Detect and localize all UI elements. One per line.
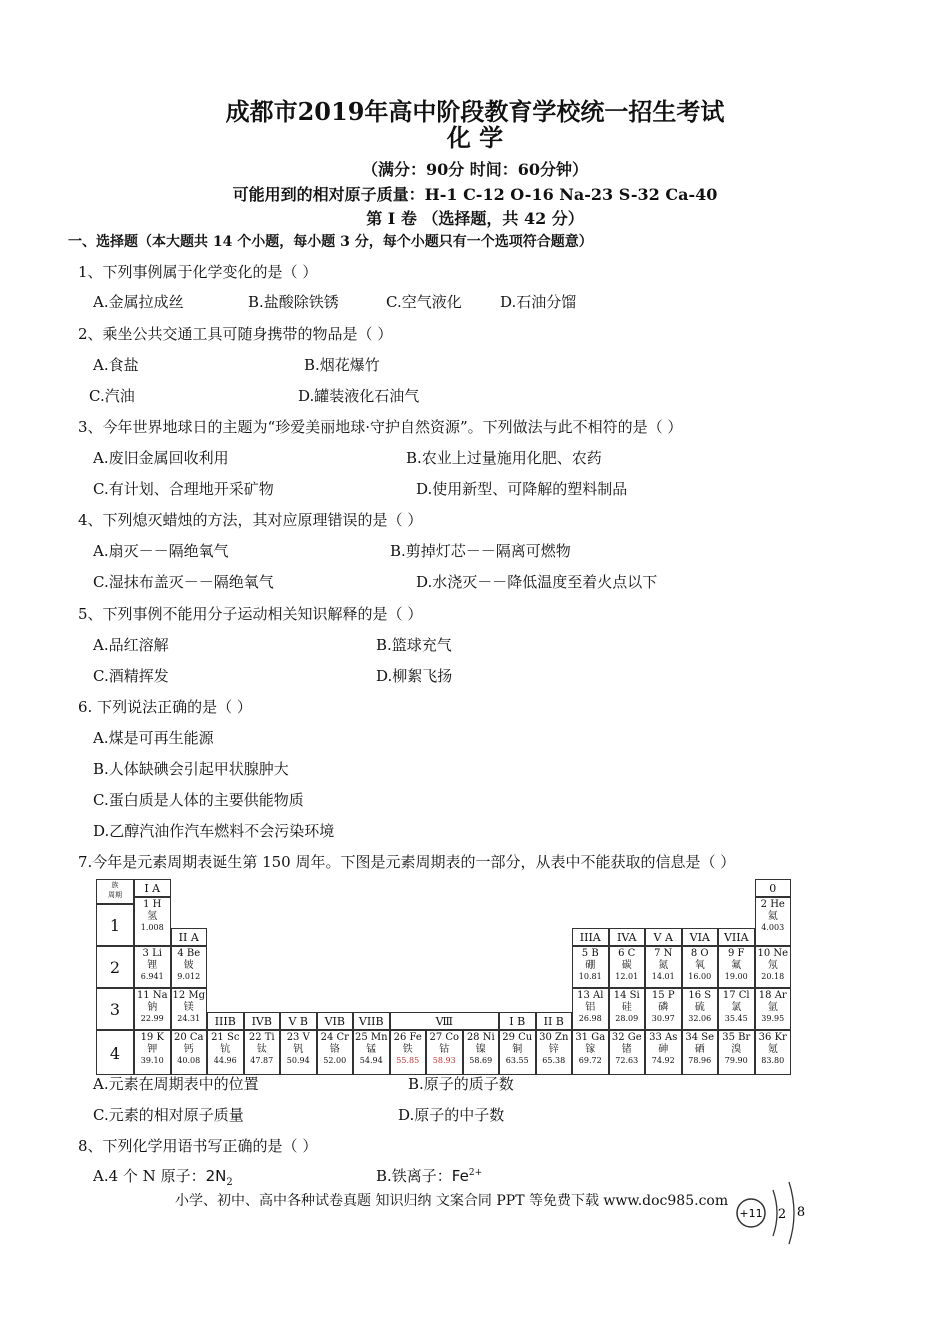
element-mass: 16.00 (688, 972, 712, 981)
group-label-VA: V A (645, 928, 682, 946)
element-cell (317, 1030, 354, 1075)
element-cell (682, 988, 719, 1030)
corner-group-label: 族 (111, 881, 119, 889)
group-label-VIIA: VIIA (718, 928, 755, 946)
q2-option-c: C.汽油 (89, 387, 135, 405)
element-symbol: 5 B (581, 948, 599, 959)
element-cell (609, 946, 646, 988)
element-name: 硼 (585, 960, 596, 971)
question-7-stem: 7.今年是元素周期表诞生第 150 周年。下图是元素周期表的一部分，从表中不能获取的信息是（ ） (78, 853, 736, 871)
element-symbol: 3 Li (142, 948, 162, 959)
element-mass: 40.08 (177, 1056, 201, 1065)
element-name: 铁 (402, 1044, 413, 1055)
q5-option-c: C.酒精挥发 (93, 667, 169, 685)
q1-option-c: C.空气液化 (386, 293, 462, 311)
element-cell (463, 1030, 500, 1075)
q8-option-a-label: A.4 个 N 原子： (93, 1167, 206, 1185)
element-mass: 10.81 (578, 972, 602, 981)
q7-option-c: C.元素的相对原子质量 (93, 1106, 244, 1124)
element-symbol: 27 Co (429, 1032, 460, 1043)
element-name: 磷 (658, 1002, 669, 1013)
element-cell (572, 946, 609, 988)
q6-option-a: A.煤是可再生能源 (93, 729, 214, 747)
element-symbol: 8 O (690, 948, 709, 959)
element-cell (572, 988, 609, 1030)
element-cell (718, 1030, 755, 1075)
element-symbol: 9 F (728, 948, 745, 959)
element-symbol: 17 Cl (722, 990, 750, 1001)
element-name: 锰 (366, 1044, 377, 1055)
element-cell (609, 988, 646, 1030)
element-name: 砷 (658, 1044, 669, 1055)
element-name: 镁 (183, 1002, 194, 1013)
q8-option-b-superscript: 2+ (468, 1168, 483, 1178)
group-label-VIB: VIB (317, 1012, 354, 1030)
element-symbol: 16 S (688, 990, 712, 1001)
score-time: （满分：90分 时间：60分钟） (361, 160, 589, 179)
group-label-VIA: VIA (682, 928, 719, 946)
element-name: 钒 (293, 1044, 304, 1055)
question-5-stem: 5、下列事例不能用分子运动相关知识解释的是（ ） (78, 605, 423, 623)
element-mass: 12.01 (615, 972, 639, 981)
element-cell (755, 1030, 792, 1075)
corner-period-label: 周期 (108, 891, 122, 899)
element-cell (755, 946, 792, 988)
element-name: 氢 (147, 911, 158, 922)
element-symbol: 24 Cr (320, 1032, 349, 1043)
element-cell (718, 988, 755, 1030)
element-mass: 79.90 (724, 1056, 748, 1065)
element-name: 锌 (548, 1044, 559, 1055)
element-mass: 35.45 (724, 1014, 748, 1023)
q5-option-a: A.品红溶解 (93, 636, 169, 654)
group-label-IVB: IVB (244, 1012, 281, 1030)
element-symbol: 13 Al (577, 990, 604, 1001)
element-cell (134, 897, 171, 946)
element-mass: 65.38 (542, 1056, 566, 1065)
q3-option-b: B.农业上过量施用化肥、农药 (406, 449, 602, 467)
question-4-stem: 4、下列熄灭蜡烛的方法，其对应原理错误的是（ ） (78, 511, 423, 529)
group-label-VIIB: VIIB (353, 1012, 390, 1030)
group-label-VIII: Ⅷ (390, 1012, 500, 1030)
q6-option-d: D.乙醇汽油作汽车燃料不会污染环境 (93, 822, 335, 840)
element-cell (645, 988, 682, 1030)
element-mass: 72.63 (615, 1056, 639, 1065)
q8-option-b-formula: Fe (451, 1167, 469, 1185)
element-symbol: 34 Se (685, 1032, 715, 1043)
element-symbol: 32 Ge (611, 1032, 642, 1043)
q4-option-b: B.剪掉灯芯－－隔离可燃物 (390, 542, 571, 560)
element-mass: 32.06 (688, 1014, 712, 1023)
element-mass: 4.003 (761, 923, 785, 932)
element-mass: 39.95 (761, 1014, 785, 1023)
element-name: 氯 (731, 1002, 742, 1013)
element-name: 硒 (694, 1044, 705, 1055)
element-name: 钾 (147, 1044, 158, 1055)
question-3-stem: 3、今年世界地球日的主题为“珍爱美丽地球·守护自然资源”。下列做法与此不相符的是（ ） (78, 418, 683, 436)
q7-option-b: B.原子的质子数 (408, 1075, 514, 1093)
element-symbol: 4 Be (177, 948, 201, 959)
element-mass: 50.94 (286, 1056, 310, 1065)
element-name: 钙 (183, 1044, 194, 1055)
element-symbol: 30 Zn (539, 1032, 569, 1043)
element-mass: 26.98 (578, 1014, 602, 1023)
element-name: 氪 (767, 1044, 778, 1055)
element-mass: 30.97 (651, 1014, 675, 1023)
element-cell (134, 988, 171, 1030)
q4-option-a: A.扇灭－－隔绝氧气 (93, 542, 229, 560)
group-label-IB: I B (499, 1012, 536, 1030)
element-mass: 24.31 (177, 1014, 201, 1023)
element-name: 氦 (767, 911, 778, 922)
element-mass: 44.96 (213, 1056, 237, 1065)
element-name: 钴 (439, 1044, 450, 1055)
element-cell (134, 946, 171, 988)
element-name: 碳 (621, 960, 632, 971)
element-cell (682, 1030, 719, 1075)
element-mass: 58.93 (432, 1056, 456, 1065)
element-symbol: 35 Br (722, 1032, 751, 1043)
element-cell (134, 1030, 171, 1075)
element-cell (171, 1030, 208, 1075)
element-symbol: 2 He (760, 899, 785, 910)
question-2-stem: 2、乘坐公共交通工具可随身携带的物品是（ ） (78, 325, 393, 343)
element-cell (755, 988, 792, 1030)
element-mass: 19.00 (724, 972, 748, 981)
q7-option-a: A.元素在周期表中的位置 (93, 1075, 259, 1093)
element-name: 钠 (147, 1002, 158, 1013)
element-name: 溴 (731, 1044, 742, 1055)
element-cell (171, 946, 208, 988)
element-mass: 9.012 (177, 972, 201, 981)
section-heading: 一、选择题（本大题共 14 个小题，每小题 3 分，每个小题只有一个选项符合题意） (68, 234, 593, 250)
element-symbol: 14 Si (613, 990, 640, 1001)
element-mass: 20.18 (761, 972, 785, 981)
element-name: 锗 (621, 1044, 632, 1055)
element-name: 钪 (220, 1044, 231, 1055)
q8-option-b (376, 1165, 482, 1186)
q4-option-d: D.水浇灭－－降低温度至着火点以下 (416, 573, 658, 591)
element-name: 氧 (694, 960, 705, 971)
element-cell (207, 1030, 244, 1075)
q2-option-d: D.罐装液化石油气 (298, 387, 420, 405)
group-label-VB: V B (280, 1012, 317, 1030)
element-symbol: 25 Mn (354, 1032, 388, 1043)
nucleus-charge: +11 (739, 1207, 763, 1220)
element-mass: 52.00 (323, 1056, 347, 1065)
group-label-IIB: II B (536, 1012, 573, 1030)
element-symbol: 21 Sc (211, 1032, 240, 1043)
q6-option-c: C.蛋白质是人体的主要供能物质 (93, 791, 304, 809)
atom-structure-diagram (735, 1178, 815, 1248)
period-label-3: 3 (96, 988, 134, 1030)
element-cell (390, 1030, 427, 1075)
shell-arc-2 (789, 1182, 794, 1244)
q8-option-a-subscript: 2 (226, 1177, 233, 1188)
element-cell (426, 1030, 463, 1075)
element-mass: 47.87 (250, 1056, 274, 1065)
element-mass: 1.008 (140, 923, 164, 932)
question-1-stem: 1、下列事例属于化学变化的是（ ） (78, 263, 318, 281)
element-symbol: 18 Ar (758, 990, 787, 1001)
element-symbol: 29 Cu (502, 1032, 533, 1043)
element-symbol: 6 C (618, 948, 636, 959)
element-symbol: 26 Fe (393, 1032, 422, 1043)
element-mass: 83.80 (761, 1056, 785, 1065)
group-label-0: 0 (755, 879, 792, 897)
q3-option-c: C.有计划、合理地开采矿物 (93, 480, 274, 498)
element-name: 钛 (256, 1044, 267, 1055)
shell-arc-1 (773, 1190, 777, 1236)
q3-option-d: D.使用新型、可降解的塑料制品 (416, 480, 628, 498)
element-name: 硫 (694, 1002, 705, 1013)
group-label-IIA: II A (171, 928, 208, 946)
element-name: 铝 (585, 1002, 596, 1013)
period-label-4: 4 (96, 1030, 134, 1075)
element-cell (645, 1030, 682, 1075)
element-symbol: 19 K (140, 1032, 164, 1043)
element-cell (499, 1030, 536, 1075)
element-name: 氮 (658, 960, 669, 971)
q3-option-a: A.废旧金属回收利用 (93, 449, 229, 467)
q6-option-b: B.人体缺碘会引起甲状腺肿大 (93, 760, 289, 778)
element-name: 铬 (329, 1044, 340, 1055)
element-symbol: 36 Kr (758, 1032, 787, 1043)
element-cell (280, 1030, 317, 1075)
element-mass: 69.72 (578, 1056, 602, 1065)
exam-title: 成都市2019年高中阶段教育学校统一招生考试 (225, 97, 725, 126)
part-title: 第 I 卷 （选择题，共 42 分） (366, 209, 584, 228)
element-name: 锂 (147, 960, 158, 971)
shell-1-electrons: 2 (777, 1207, 787, 1222)
element-mass: 6.941 (140, 972, 164, 981)
element-mass: 63.55 (505, 1056, 529, 1065)
element-cell (536, 1030, 573, 1075)
element-symbol: 10 Ne (757, 948, 789, 959)
element-symbol: 22 Ti (248, 1032, 275, 1043)
element-cell (244, 1030, 281, 1075)
q8-option-a-formula: 2N (205, 1167, 227, 1185)
element-symbol: 28 Ni (466, 1032, 495, 1043)
element-name: 硅 (621, 1002, 632, 1013)
element-symbol: 23 V (286, 1032, 310, 1043)
element-symbol: 33 As (649, 1032, 678, 1043)
q1-option-d: D.石油分馏 (500, 293, 577, 311)
q2-option-b: B.烟花爆竹 (304, 356, 380, 374)
element-name: 铜 (512, 1044, 523, 1055)
element-name: 氟 (731, 960, 742, 971)
element-mass: 55.85 (396, 1056, 420, 1065)
group-label-IVA: IVA (609, 928, 646, 946)
q1-option-b: B.盐酸除铁锈 (248, 293, 339, 311)
element-cell (682, 946, 719, 988)
period-label-2: 2 (96, 946, 134, 988)
element-mass: 39.10 (140, 1056, 164, 1065)
group-label-IIIA: IIIA (572, 928, 609, 946)
q5-option-b: B.篮球充气 (376, 636, 452, 654)
element-mass: 58.69 (469, 1056, 493, 1065)
element-symbol: 11 Na (136, 990, 168, 1001)
element-mass: 14.01 (651, 972, 675, 981)
element-cell (645, 946, 682, 988)
shell-2-electrons: 8 (796, 1205, 806, 1220)
element-symbol: 7 N (654, 948, 673, 959)
q1-option-a: A.金属拉成丝 (93, 293, 184, 311)
q4-option-c: C.湿抹布盖灭－－隔绝氧气 (93, 573, 274, 591)
element-mass: 28.09 (615, 1014, 639, 1023)
footer-text: 小学、初中、高中各种试卷真题 知识归纳 文案合同 PPT 等免费下载 www.doc985.com (175, 1193, 729, 1209)
element-mass: 74.92 (651, 1056, 675, 1065)
q7-option-d: D.原子的中子数 (398, 1106, 505, 1124)
element-symbol: 31 Ga (575, 1032, 606, 1043)
element-cell (353, 1030, 390, 1075)
element-name: 氖 (767, 960, 778, 971)
element-name: 氩 (767, 1002, 778, 1013)
element-name: 铍 (183, 960, 194, 971)
element-symbol: 20 Ca (173, 1032, 204, 1043)
element-cell (572, 1030, 609, 1075)
q8-option-a (93, 1165, 233, 1188)
element-mass: 78.96 (688, 1056, 712, 1065)
element-cell (755, 897, 792, 946)
atomic-mass-info: 可能用到的相对原子质量：H-1 C-12 O-16 Na-23 S-32 Ca-40 (232, 185, 718, 204)
element-cell (171, 988, 208, 1030)
period-label-1: 1 (96, 904, 134, 946)
element-mass: 54.94 (359, 1056, 383, 1065)
question-6-stem: 6. 下列说法正确的是（ ） (78, 698, 252, 716)
q2-option-a: A.食盐 (93, 356, 139, 374)
group-label-IIIB: IIIB (207, 1012, 244, 1030)
element-name: 镓 (585, 1044, 596, 1055)
element-symbol: 15 P (651, 990, 675, 1001)
element-cell (609, 1030, 646, 1075)
table-corner (96, 879, 134, 904)
group-label-IA: I A (134, 879, 171, 897)
q8-option-b-label: B.铁离子： (376, 1167, 452, 1185)
subject-title: 化 学 (446, 123, 504, 152)
element-symbol: 12 Mg (172, 990, 206, 1001)
element-symbol: 1 H (143, 899, 162, 910)
element-mass: 22.99 (140, 1014, 164, 1023)
element-name: 镍 (475, 1044, 486, 1055)
element-cell (718, 946, 755, 988)
q5-option-d: D.柳絮飞扬 (376, 667, 453, 685)
periodic-table (96, 879, 789, 1075)
question-8-stem: 8、下列化学用语书写正确的是（ ） (78, 1137, 318, 1155)
